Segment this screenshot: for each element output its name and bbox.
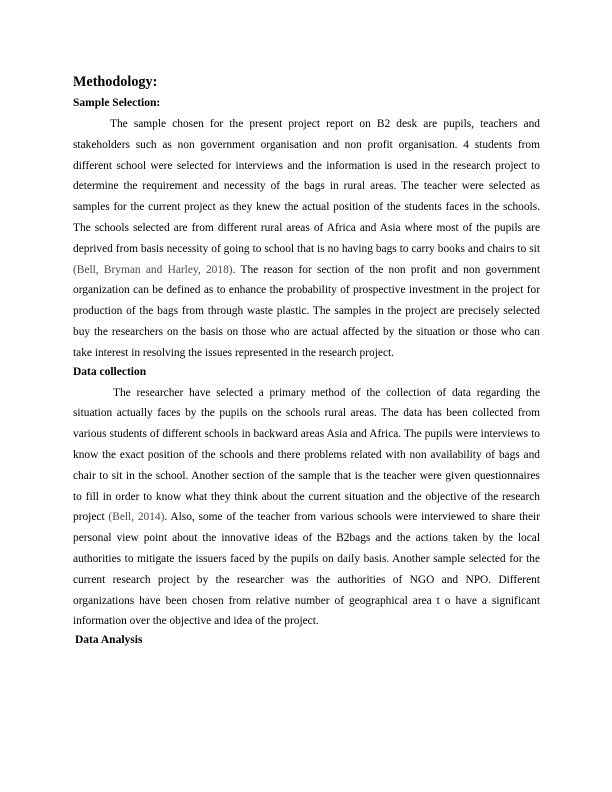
paragraph-text: The sample chosen for the present project report on B2 desk are pupils, teachers and stakeholders such as non government organisation and non profit organisation. 4 students from different school were selected for interviews and the information is used in the research project to determine the requirement and necessity of the bags in rural areas. The teacher were selected as samples for the current project as they knew the actual position of the students faces in the schools. The schools selected are from different rural areas of Africa and Asia where most of the pupils are deprived from basis necessity of going to school that is no having bags to carry books and chairs to sit	[73, 118, 540, 255]
document-body	[73, 74, 540, 651]
section-heading-data-analysis: Data Analysis	[75, 634, 143, 647]
paragraph-text: The researcher have selected a primary method of the collection of data regarding the situation actually faces by the pupils on the schools rural areas. The data has been collected from various students of different schools in backward areas Asia and Africa. The pupils were interviews to know the exact position of the schools and there problems related with non availability of bags and chair to sit in the school. Another section of the sample that is the teacher were given questionnaires to fill in order to know what they think about the current situation and the objective of the research project	[73, 386, 540, 524]
paragraph-text: . Also, some of the teacher from various schools were interviewed to share their personal view point about the innovative ideas of the B2bags and the actions taken by the local authorities to mitigate the issuers faced by the pupils on daily basis. Another sample selected for the current research project by the researcher was the authorities of NGO and NPO. Different organizations have been chosen from relative number of geographical area t o have a significant information over the objective and idea of the project.	[73, 511, 541, 628]
section-heading-sample-selection: Sample Selection:	[73, 97, 161, 109]
paragraph-data-collection	[73, 383, 540, 633]
section-heading-data-collection: Data collection	[73, 365, 147, 378]
paragraph-sample-selection	[73, 114, 540, 364]
page-title: Methodology:	[73, 74, 158, 90]
citation: (Bell, Bryman and Harley, 2018)	[73, 263, 233, 276]
citation: (Bell, 2014)	[108, 511, 165, 524]
paragraph-text: . The reason for section of the non profit and non government organization can be defined as to enhance the probability of prospective investment in the project for production of the bags from through waste plastic. The samples in the project are precisely selected buy the researchers on the basis on those who are actual affected by the situation or those who can take interest in resolving the issues represented in the research project.	[73, 263, 540, 359]
